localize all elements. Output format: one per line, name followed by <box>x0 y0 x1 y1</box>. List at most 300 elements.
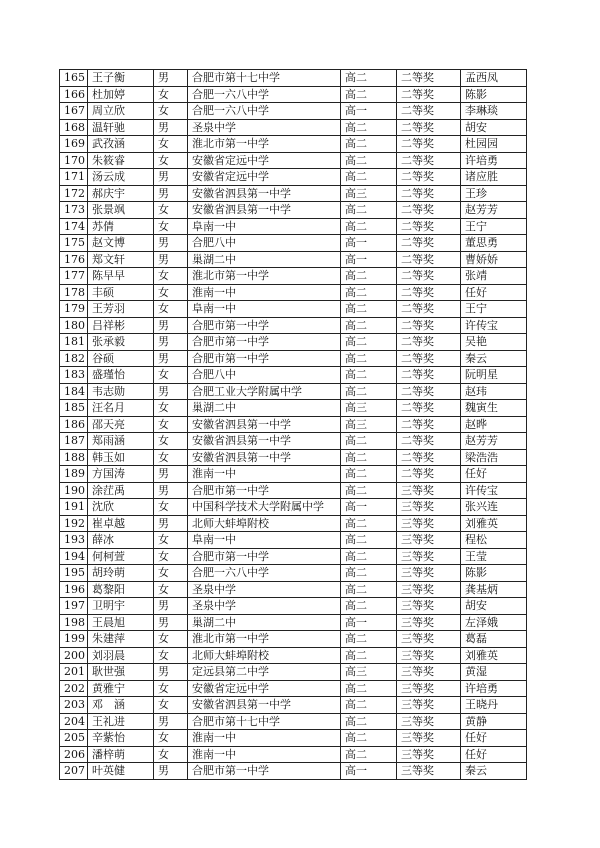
school-cell: 安徽省定远中学 <box>188 680 341 697</box>
gender-cell: 女 <box>154 202 188 219</box>
grade-cell: 高二 <box>341 301 397 318</box>
award-cell: 二等奖 <box>397 334 461 351</box>
table-row <box>60 268 527 285</box>
grade-cell: 高二 <box>341 548 397 565</box>
no-cell: 172 <box>60 185 88 202</box>
gender-cell: 男 <box>154 482 188 499</box>
name-cell: 郑雨涵 <box>88 433 154 450</box>
name-cell: 谷硕 <box>88 350 154 367</box>
table-row <box>60 680 527 697</box>
school-cell: 淮南一中 <box>188 746 341 763</box>
table-row <box>60 251 527 268</box>
no-cell: 181 <box>60 334 88 351</box>
table-row <box>60 763 527 780</box>
table-row <box>60 185 527 202</box>
school-cell: 圣泉中学 <box>188 598 341 615</box>
grade-cell: 高二 <box>341 86 397 103</box>
name-cell: 苏倩 <box>88 218 154 235</box>
award-cell: 三等奖 <box>397 515 461 532</box>
school-cell: 合肥一六八中学 <box>188 103 341 120</box>
no-cell: 179 <box>60 301 88 318</box>
table-row <box>60 383 527 400</box>
name-cell: 王子衡 <box>88 70 154 87</box>
award-cell: 三等奖 <box>397 598 461 615</box>
grade-cell: 高二 <box>341 581 397 598</box>
award-cell: 二等奖 <box>397 218 461 235</box>
school-cell: 安徽省泗县第一中学 <box>188 202 341 219</box>
no-cell: 189 <box>60 466 88 483</box>
award-cell: 二等奖 <box>397 103 461 120</box>
gender-cell: 男 <box>154 350 188 367</box>
school-cell: 淮北市第一中学 <box>188 631 341 648</box>
teacher-cell: 秦云 <box>461 763 527 780</box>
school-cell: 合肥八中 <box>188 367 341 384</box>
name-cell: 耿世强 <box>88 664 154 681</box>
name-cell: 王芳羽 <box>88 301 154 318</box>
table-row <box>60 482 527 499</box>
name-cell: 郝庆宇 <box>88 185 154 202</box>
no-cell: 182 <box>60 350 88 367</box>
teacher-cell: 左泽娥 <box>461 614 527 631</box>
teacher-cell: 刘雅英 <box>461 647 527 664</box>
roster-body <box>60 70 527 780</box>
no-cell: 180 <box>60 317 88 334</box>
award-cell: 二等奖 <box>397 433 461 450</box>
name-cell: 韩玉如 <box>88 449 154 466</box>
teacher-cell: 龚基炳 <box>461 581 527 598</box>
award-cell: 三等奖 <box>397 647 461 664</box>
school-cell: 淮北市第一中学 <box>188 136 341 153</box>
gender-cell: 男 <box>154 598 188 615</box>
teacher-cell: 王宁 <box>461 301 527 318</box>
name-cell: 黄雅宁 <box>88 680 154 697</box>
teacher-cell: 诸应胜 <box>461 169 527 186</box>
table-row <box>60 235 527 252</box>
school-cell: 圣泉中学 <box>188 119 341 136</box>
no-cell: 173 <box>60 202 88 219</box>
table-row <box>60 532 527 549</box>
award-cell: 三等奖 <box>397 548 461 565</box>
no-cell: 169 <box>60 136 88 153</box>
grade-cell: 高二 <box>341 202 397 219</box>
gender-cell: 女 <box>154 581 188 598</box>
no-cell: 165 <box>60 70 88 87</box>
gender-cell: 男 <box>154 763 188 780</box>
gender-cell: 男 <box>154 317 188 334</box>
award-cell: 二等奖 <box>397 202 461 219</box>
grade-cell: 高一 <box>341 251 397 268</box>
grade-cell: 高二 <box>341 218 397 235</box>
gender-cell: 女 <box>154 433 188 450</box>
teacher-cell: 曹娇娇 <box>461 251 527 268</box>
no-cell: 192 <box>60 515 88 532</box>
school-cell: 合肥市第一中学 <box>188 334 341 351</box>
grade-cell: 高二 <box>341 713 397 730</box>
grade-cell: 高一 <box>341 103 397 120</box>
gender-cell: 女 <box>154 647 188 664</box>
teacher-cell: 孟西凤 <box>461 70 527 87</box>
name-cell: 涂茳禹 <box>88 482 154 499</box>
name-cell: 崔卓越 <box>88 515 154 532</box>
teacher-cell: 胡安 <box>461 119 527 136</box>
award-cell: 三等奖 <box>397 631 461 648</box>
grade-cell: 高一 <box>341 614 397 631</box>
table-row <box>60 466 527 483</box>
table-row <box>60 136 527 153</box>
school-cell: 合肥一六八中学 <box>188 86 341 103</box>
teacher-cell: 梁浩浩 <box>461 449 527 466</box>
award-cell: 三等奖 <box>397 680 461 697</box>
teacher-cell: 许培勇 <box>461 152 527 169</box>
gender-cell: 女 <box>154 746 188 763</box>
gender-cell: 女 <box>154 631 188 648</box>
award-cell: 二等奖 <box>397 449 461 466</box>
table-row <box>60 515 527 532</box>
table-row <box>60 565 527 582</box>
table-row <box>60 449 527 466</box>
gender-cell: 女 <box>154 680 188 697</box>
name-cell: 王晨旭 <box>88 614 154 631</box>
name-cell: 陈早早 <box>88 268 154 285</box>
grade-cell: 高二 <box>341 647 397 664</box>
table-row <box>60 169 527 186</box>
school-cell: 巢湖二中 <box>188 251 341 268</box>
teacher-cell: 陈影 <box>461 86 527 103</box>
name-cell: 薛冰 <box>88 532 154 549</box>
table-row <box>60 152 527 169</box>
gender-cell: 女 <box>154 218 188 235</box>
no-cell: 186 <box>60 416 88 433</box>
name-cell: 卫明宇 <box>88 598 154 615</box>
name-cell: 郑文轩 <box>88 251 154 268</box>
school-cell: 合肥市第一中学 <box>188 317 341 334</box>
award-cell: 三等奖 <box>397 532 461 549</box>
school-cell: 中国科学技术大学附属中学 <box>188 499 341 516</box>
award-cell: 二等奖 <box>397 466 461 483</box>
gender-cell: 男 <box>154 235 188 252</box>
table-row <box>60 499 527 516</box>
teacher-cell: 程松 <box>461 532 527 549</box>
school-cell: 巢湖二中 <box>188 614 341 631</box>
name-cell: 朱建萍 <box>88 631 154 648</box>
teacher-cell: 任好 <box>461 730 527 747</box>
gender-cell: 女 <box>154 548 188 565</box>
school-cell: 巢湖二中 <box>188 400 341 417</box>
no-cell: 168 <box>60 119 88 136</box>
grade-cell: 高二 <box>341 598 397 615</box>
grade-cell: 高二 <box>341 268 397 285</box>
gender-cell: 男 <box>154 466 188 483</box>
school-cell: 阜南一中 <box>188 301 341 318</box>
teacher-cell: 秦云 <box>461 350 527 367</box>
teacher-cell: 董思勇 <box>461 235 527 252</box>
no-cell: 166 <box>60 86 88 103</box>
award-cell: 二等奖 <box>397 185 461 202</box>
gender-cell: 男 <box>154 169 188 186</box>
gender-cell: 男 <box>154 334 188 351</box>
award-cell: 三等奖 <box>397 697 461 714</box>
teacher-cell: 吴艳 <box>461 334 527 351</box>
name-cell: 朱筱睿 <box>88 152 154 169</box>
gender-cell: 女 <box>154 268 188 285</box>
award-cell: 二等奖 <box>397 284 461 301</box>
no-cell: 202 <box>60 680 88 697</box>
school-cell: 安徽省泗县第一中学 <box>188 697 341 714</box>
grade-cell: 高二 <box>341 136 397 153</box>
teacher-cell: 许培勇 <box>461 680 527 697</box>
gender-cell: 男 <box>154 251 188 268</box>
table-row <box>60 548 527 565</box>
school-cell: 合肥市第十七中学 <box>188 70 341 87</box>
teacher-cell: 赵芳芳 <box>461 202 527 219</box>
grade-cell: 高二 <box>341 284 397 301</box>
no-cell: 188 <box>60 449 88 466</box>
school-cell: 安徽省定远中学 <box>188 169 341 186</box>
teacher-cell: 张靖 <box>461 268 527 285</box>
award-cell: 三等奖 <box>397 499 461 516</box>
gender-cell: 女 <box>154 532 188 549</box>
name-cell: 潘梓萌 <box>88 746 154 763</box>
table-row <box>60 367 527 384</box>
school-cell: 合肥市第一中学 <box>188 350 341 367</box>
table-row <box>60 86 527 103</box>
grade-cell: 高二 <box>341 515 397 532</box>
grade-cell: 高二 <box>341 746 397 763</box>
school-cell: 安徽省泗县第一中学 <box>188 433 341 450</box>
no-cell: 194 <box>60 548 88 565</box>
gender-cell: 女 <box>154 86 188 103</box>
name-cell: 吕祥彬 <box>88 317 154 334</box>
gender-cell: 女 <box>154 301 188 318</box>
teacher-cell: 赵晔 <box>461 416 527 433</box>
school-cell: 合肥一六八中学 <box>188 565 341 582</box>
school-cell: 淮北市第一中学 <box>188 268 341 285</box>
award-cell: 二等奖 <box>397 235 461 252</box>
school-cell: 安徽省泗县第一中学 <box>188 416 341 433</box>
no-cell: 193 <box>60 532 88 549</box>
award-cell: 二等奖 <box>397 136 461 153</box>
no-cell: 177 <box>60 268 88 285</box>
table-row <box>60 713 527 730</box>
name-cell: 叶英健 <box>88 763 154 780</box>
no-cell: 175 <box>60 235 88 252</box>
award-cell: 三等奖 <box>397 763 461 780</box>
grade-cell: 高二 <box>341 466 397 483</box>
grade-cell: 高二 <box>341 334 397 351</box>
teacher-cell: 魏寅生 <box>461 400 527 417</box>
gender-cell: 女 <box>154 499 188 516</box>
grade-cell: 高三 <box>341 400 397 417</box>
name-cell: 胡玲萌 <box>88 565 154 582</box>
no-cell: 198 <box>60 614 88 631</box>
school-cell: 定远县第二中学 <box>188 664 341 681</box>
grade-cell: 高一 <box>341 235 397 252</box>
table-row <box>60 119 527 136</box>
school-cell: 合肥市第十七中学 <box>188 713 341 730</box>
grade-cell: 高二 <box>341 680 397 697</box>
grade-cell: 高二 <box>341 350 397 367</box>
school-cell: 淮南一中 <box>188 466 341 483</box>
name-cell: 周立欣 <box>88 103 154 120</box>
no-cell: 201 <box>60 664 88 681</box>
school-cell: 淮南一中 <box>188 730 341 747</box>
table-row <box>60 631 527 648</box>
award-cell: 二等奖 <box>397 317 461 334</box>
teacher-cell: 任好 <box>461 466 527 483</box>
teacher-cell: 赵芳芳 <box>461 433 527 450</box>
gender-cell: 男 <box>154 383 188 400</box>
no-cell: 199 <box>60 631 88 648</box>
no-cell: 205 <box>60 730 88 747</box>
school-cell: 阜南一中 <box>188 218 341 235</box>
grade-cell: 高二 <box>341 449 397 466</box>
grade-cell: 高三 <box>341 416 397 433</box>
no-cell: 171 <box>60 169 88 186</box>
teacher-cell: 任好 <box>461 746 527 763</box>
award-cell: 三等奖 <box>397 746 461 763</box>
award-cell: 三等奖 <box>397 730 461 747</box>
table-row <box>60 400 527 417</box>
teacher-cell: 王宁 <box>461 218 527 235</box>
award-roster-table <box>59 69 527 780</box>
school-cell: 圣泉中学 <box>188 581 341 598</box>
school-cell: 安徽省泗县第一中学 <box>188 185 341 202</box>
teacher-cell: 许传宝 <box>461 482 527 499</box>
grade-cell: 高二 <box>341 367 397 384</box>
grade-cell: 高二 <box>341 317 397 334</box>
name-cell: 邵天亮 <box>88 416 154 433</box>
teacher-cell: 黄静 <box>461 713 527 730</box>
grade-cell: 高二 <box>341 433 397 450</box>
school-cell: 安徽省定远中学 <box>188 152 341 169</box>
table-row <box>60 317 527 334</box>
name-cell: 刘羽晨 <box>88 647 154 664</box>
table-row <box>60 218 527 235</box>
grade-cell: 高二 <box>341 152 397 169</box>
school-cell: 淮南一中 <box>188 284 341 301</box>
name-cell: 葛黎阳 <box>88 581 154 598</box>
table-row <box>60 730 527 747</box>
name-cell: 邓 涵 <box>88 697 154 714</box>
grade-cell: 高二 <box>341 631 397 648</box>
teacher-cell: 葛磊 <box>461 631 527 648</box>
award-cell: 三等奖 <box>397 664 461 681</box>
name-cell: 盛瑾怡 <box>88 367 154 384</box>
table-row <box>60 697 527 714</box>
award-cell: 三等奖 <box>397 565 461 582</box>
award-cell: 二等奖 <box>397 383 461 400</box>
no-cell: 195 <box>60 565 88 582</box>
gender-cell: 女 <box>154 152 188 169</box>
no-cell: 167 <box>60 103 88 120</box>
gender-cell: 男 <box>154 614 188 631</box>
table-row <box>60 746 527 763</box>
award-cell: 二等奖 <box>397 416 461 433</box>
school-cell: 合肥市第一中学 <box>188 482 341 499</box>
award-cell: 二等奖 <box>397 367 461 384</box>
teacher-cell: 陈影 <box>461 565 527 582</box>
gender-cell: 女 <box>154 367 188 384</box>
no-cell: 190 <box>60 482 88 499</box>
no-cell: 203 <box>60 697 88 714</box>
gender-cell: 男 <box>154 664 188 681</box>
grade-cell: 高二 <box>341 532 397 549</box>
grade-cell: 高二 <box>341 169 397 186</box>
award-cell: 二等奖 <box>397 169 461 186</box>
teacher-cell: 刘雅英 <box>461 515 527 532</box>
gender-cell: 男 <box>154 713 188 730</box>
name-cell: 武孜涵 <box>88 136 154 153</box>
no-cell: 187 <box>60 433 88 450</box>
name-cell: 方国涛 <box>88 466 154 483</box>
no-cell: 191 <box>60 499 88 516</box>
gender-cell: 女 <box>154 697 188 714</box>
school-cell: 合肥市第一中学 <box>188 548 341 565</box>
table-row <box>60 598 527 615</box>
table-row <box>60 433 527 450</box>
teacher-cell: 阮明星 <box>461 367 527 384</box>
no-cell: 176 <box>60 251 88 268</box>
grade-cell: 高三 <box>341 664 397 681</box>
teacher-cell: 杜园园 <box>461 136 527 153</box>
award-cell: 二等奖 <box>397 119 461 136</box>
school-cell: 合肥八中 <box>188 235 341 252</box>
table-row <box>60 647 527 664</box>
table-row <box>60 664 527 681</box>
school-cell: 阜南一中 <box>188 532 341 549</box>
school-cell: 合肥工业大学附属中学 <box>188 383 341 400</box>
name-cell: 何柯萱 <box>88 548 154 565</box>
grade-cell: 高二 <box>341 119 397 136</box>
no-cell: 197 <box>60 598 88 615</box>
no-cell: 170 <box>60 152 88 169</box>
gender-cell: 女 <box>154 103 188 120</box>
award-cell: 三等奖 <box>397 713 461 730</box>
grade-cell: 高二 <box>341 70 397 87</box>
name-cell: 辛紫怡 <box>88 730 154 747</box>
gender-cell: 女 <box>154 449 188 466</box>
name-cell: 赵文博 <box>88 235 154 252</box>
teacher-cell: 任好 <box>461 284 527 301</box>
award-cell: 二等奖 <box>397 152 461 169</box>
teacher-cell: 王晓丹 <box>461 697 527 714</box>
gender-cell: 女 <box>154 730 188 747</box>
teacher-cell: 赵玮 <box>461 383 527 400</box>
teacher-cell: 王珍 <box>461 185 527 202</box>
name-cell: 韦志勋 <box>88 383 154 400</box>
teacher-cell: 胡安 <box>461 598 527 615</box>
name-cell: 丰硕 <box>88 284 154 301</box>
award-cell: 二等奖 <box>397 251 461 268</box>
name-cell: 汤云成 <box>88 169 154 186</box>
grade-cell: 高三 <box>341 185 397 202</box>
award-cell: 三等奖 <box>397 614 461 631</box>
award-cell: 三等奖 <box>397 482 461 499</box>
no-cell: 184 <box>60 383 88 400</box>
grade-cell: 高一 <box>341 499 397 516</box>
no-cell: 185 <box>60 400 88 417</box>
no-cell: 183 <box>60 367 88 384</box>
gender-cell: 女 <box>154 136 188 153</box>
table-row <box>60 581 527 598</box>
award-cell: 二等奖 <box>397 400 461 417</box>
gender-cell: 女 <box>154 416 188 433</box>
gender-cell: 男 <box>154 515 188 532</box>
school-cell: 安徽省泗县第一中学 <box>188 449 341 466</box>
no-cell: 207 <box>60 763 88 780</box>
school-cell: 合肥市第一中学 <box>188 763 341 780</box>
name-cell: 张承毅 <box>88 334 154 351</box>
